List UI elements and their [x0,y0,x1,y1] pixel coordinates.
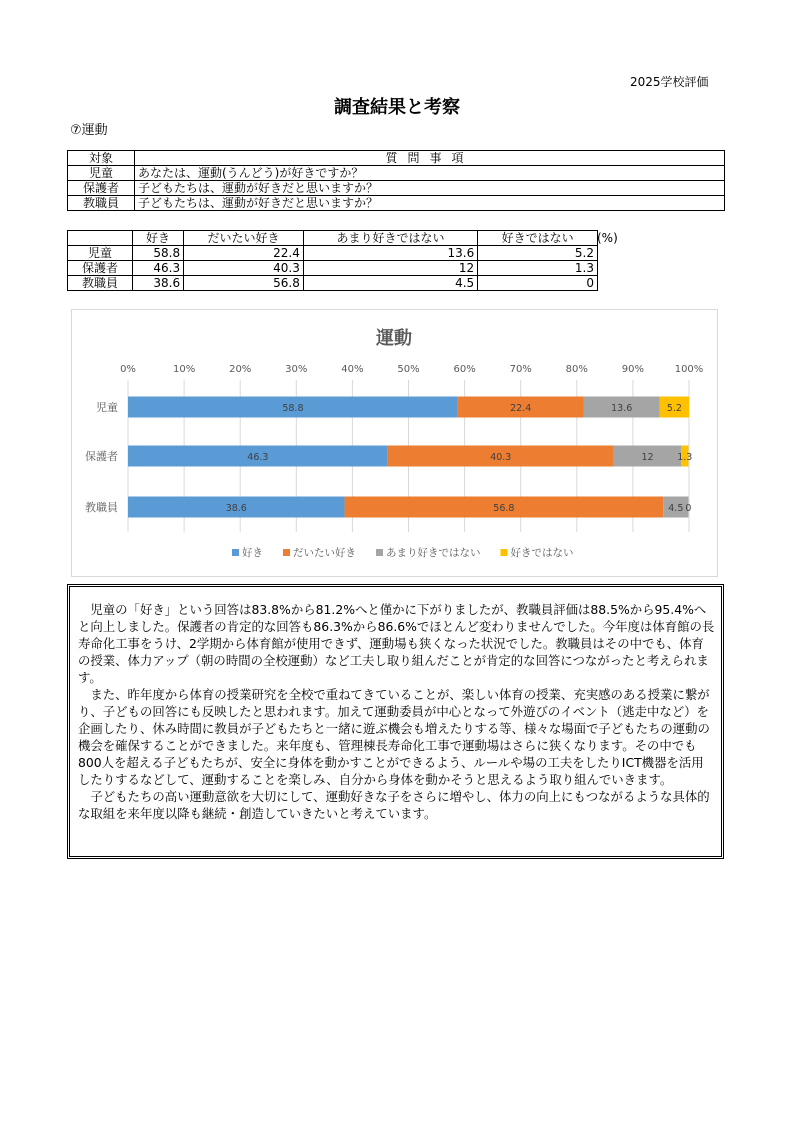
legend-swatch [501,549,508,556]
question-text: あなたは、運動(うんどう)が好きですか？ [135,166,725,181]
x-tick-label: 60% [453,364,476,375]
results-row-label: 教職員 [68,276,133,291]
x-tick-label: 10% [172,364,196,375]
x-tick-label: 80% [565,364,588,375]
legend-swatch [376,549,383,556]
data-label: 1.3 [677,452,693,463]
question-table-header [68,151,725,166]
data-label: 0 [685,503,692,514]
x-tick-label: 40% [341,364,364,375]
comment-paragraph: また、昨年度から体育の授業研究を全校で重ねてきていることが、楽しい体育の授業、充実感のある授業に繋がり、子どもの回答にも反映したと思われます。加えて運動委員が中心となって外遊びのイベント（逃走中など）を企画したり、休み時間に教員が子どもたちと一緒に遊ぶ機会も増えたりする等、様々な場面で子どもたちの運動の機会を確保することができました。来年度も、管理棟長寿命化工事で運動場はさらに狭くなります。その中でも800人を超える子どもたちが、安全に身体を動かすことができるよう、ルールや場の工夫をしたりICT機器を活用したりするなどして、運動することを楽しみ、自分から身体を動かそうと思えるよう取り組んでいきます。 [78,687,710,787]
comment-paragraph: 児童の「好き」という回答は83.8%から81.2%へと僅かに下がりましたが、教職員評価は88.5%から95.4%へと向上しました。保護者の肯定的な回答も86.3%から86.6%でほとんど変わりませんでした。今年度は体育館の長寿命化工事をうけ、2学期から体育館が使用できず、運動場も狭くなった状況でした。教職員はその中でも、体育の授業、体力アップ（朝の時間の全校運動）など工夫し取り組んだことが肯定的な回答につながったと考えられます。 [78,602,715,685]
legend-label: だいたい好き [293,547,356,559]
data-label: 12 [641,452,654,463]
x-tick-label: 30% [285,364,308,375]
results-row [68,276,598,291]
header-label: 2025学校評価 [630,75,709,89]
legend-label: あまり好きではない [386,547,481,559]
unit-label: (%) [597,231,618,245]
results-row-label: 保護者 [68,261,133,276]
x-tick-label: 20% [229,364,252,375]
comment-paragraph: 子どもたちの高い運動意欲を大切にして、運動好きな子をさらに増やし、体力の向上にもつながるような具体的な取組を来年度以降も継続・創造していきたいと考えています。 [78,789,710,821]
legend-swatch [232,549,239,556]
results-header-row [68,231,598,246]
data-label: 40.3 [490,452,512,463]
question-target: 保護者 [68,181,135,196]
results-cell: 5.2 [478,246,598,261]
results-cell: 4.5 [303,276,477,291]
target-header: 対象 [68,151,135,166]
x-tick-label: 0% [120,364,136,375]
legend-label: 好きではない [510,547,574,559]
data-label: 5.2 [666,403,682,414]
chart-title: 運動 [376,328,412,349]
comment-body [70,601,721,822]
results-corner [68,231,133,246]
results-col-header: あまり好きではない [303,231,477,246]
results-col-header: 好きではない [478,231,598,246]
question-row [68,166,725,181]
results-cell: 0 [478,276,598,291]
data-label: 22.4 [510,403,532,414]
y-category-label: 教職員 [85,501,118,514]
results-cell: 38.6 [133,276,184,291]
data-label: 58.8 [282,403,304,414]
section-title: ⑦運動 [70,123,108,138]
data-label: 13.6 [611,403,633,414]
results-cell: 12 [303,261,477,276]
question-table [67,150,725,211]
x-tick-label: 70% [509,364,532,375]
data-label: 38.6 [225,503,247,514]
question-text: 子どもたちは、運動が好きだと思いますか？ [135,181,725,196]
results-cell: 56.8 [184,276,304,291]
results-cell: 13.6 [303,246,477,261]
legend-label: 好き [242,547,263,559]
results-row [68,246,598,261]
results-cell: 1.3 [478,261,598,276]
page-title: 調査結果と考察 [334,97,460,118]
data-label: 46.3 [247,452,269,463]
question-target: 教職員 [68,196,135,211]
results-cell: 40.3 [184,261,304,276]
results-row [68,261,598,276]
chart-container [71,309,718,577]
x-tick-label: 50% [397,364,420,375]
results-cell: 58.8 [133,246,184,261]
results-col-header: だいたい好き [184,231,304,246]
legend-swatch [283,549,290,556]
results-cell: 46.3 [133,261,184,276]
results-col-header: 好き [133,231,184,246]
question-row [68,196,725,211]
question-target: 児童 [68,166,135,181]
comment-box [67,584,724,859]
results-cell: 22.4 [184,246,304,261]
x-tick-label: 90% [621,364,645,375]
question-row [68,181,725,196]
stacked-bar-chart [72,310,717,576]
y-category-label: 児童 [96,401,118,414]
results-row-label: 児童 [68,246,133,261]
y-category-label: 保護者 [85,450,118,463]
data-label: 4.5 [668,503,684,514]
data-label: 56.8 [493,503,515,514]
question-header: 質問事項 [135,151,725,166]
question-text: 子どもたちは、運動が好きだと思いますか？ [135,196,725,211]
x-tick-label: 100% [674,364,704,375]
results-table [67,230,598,291]
